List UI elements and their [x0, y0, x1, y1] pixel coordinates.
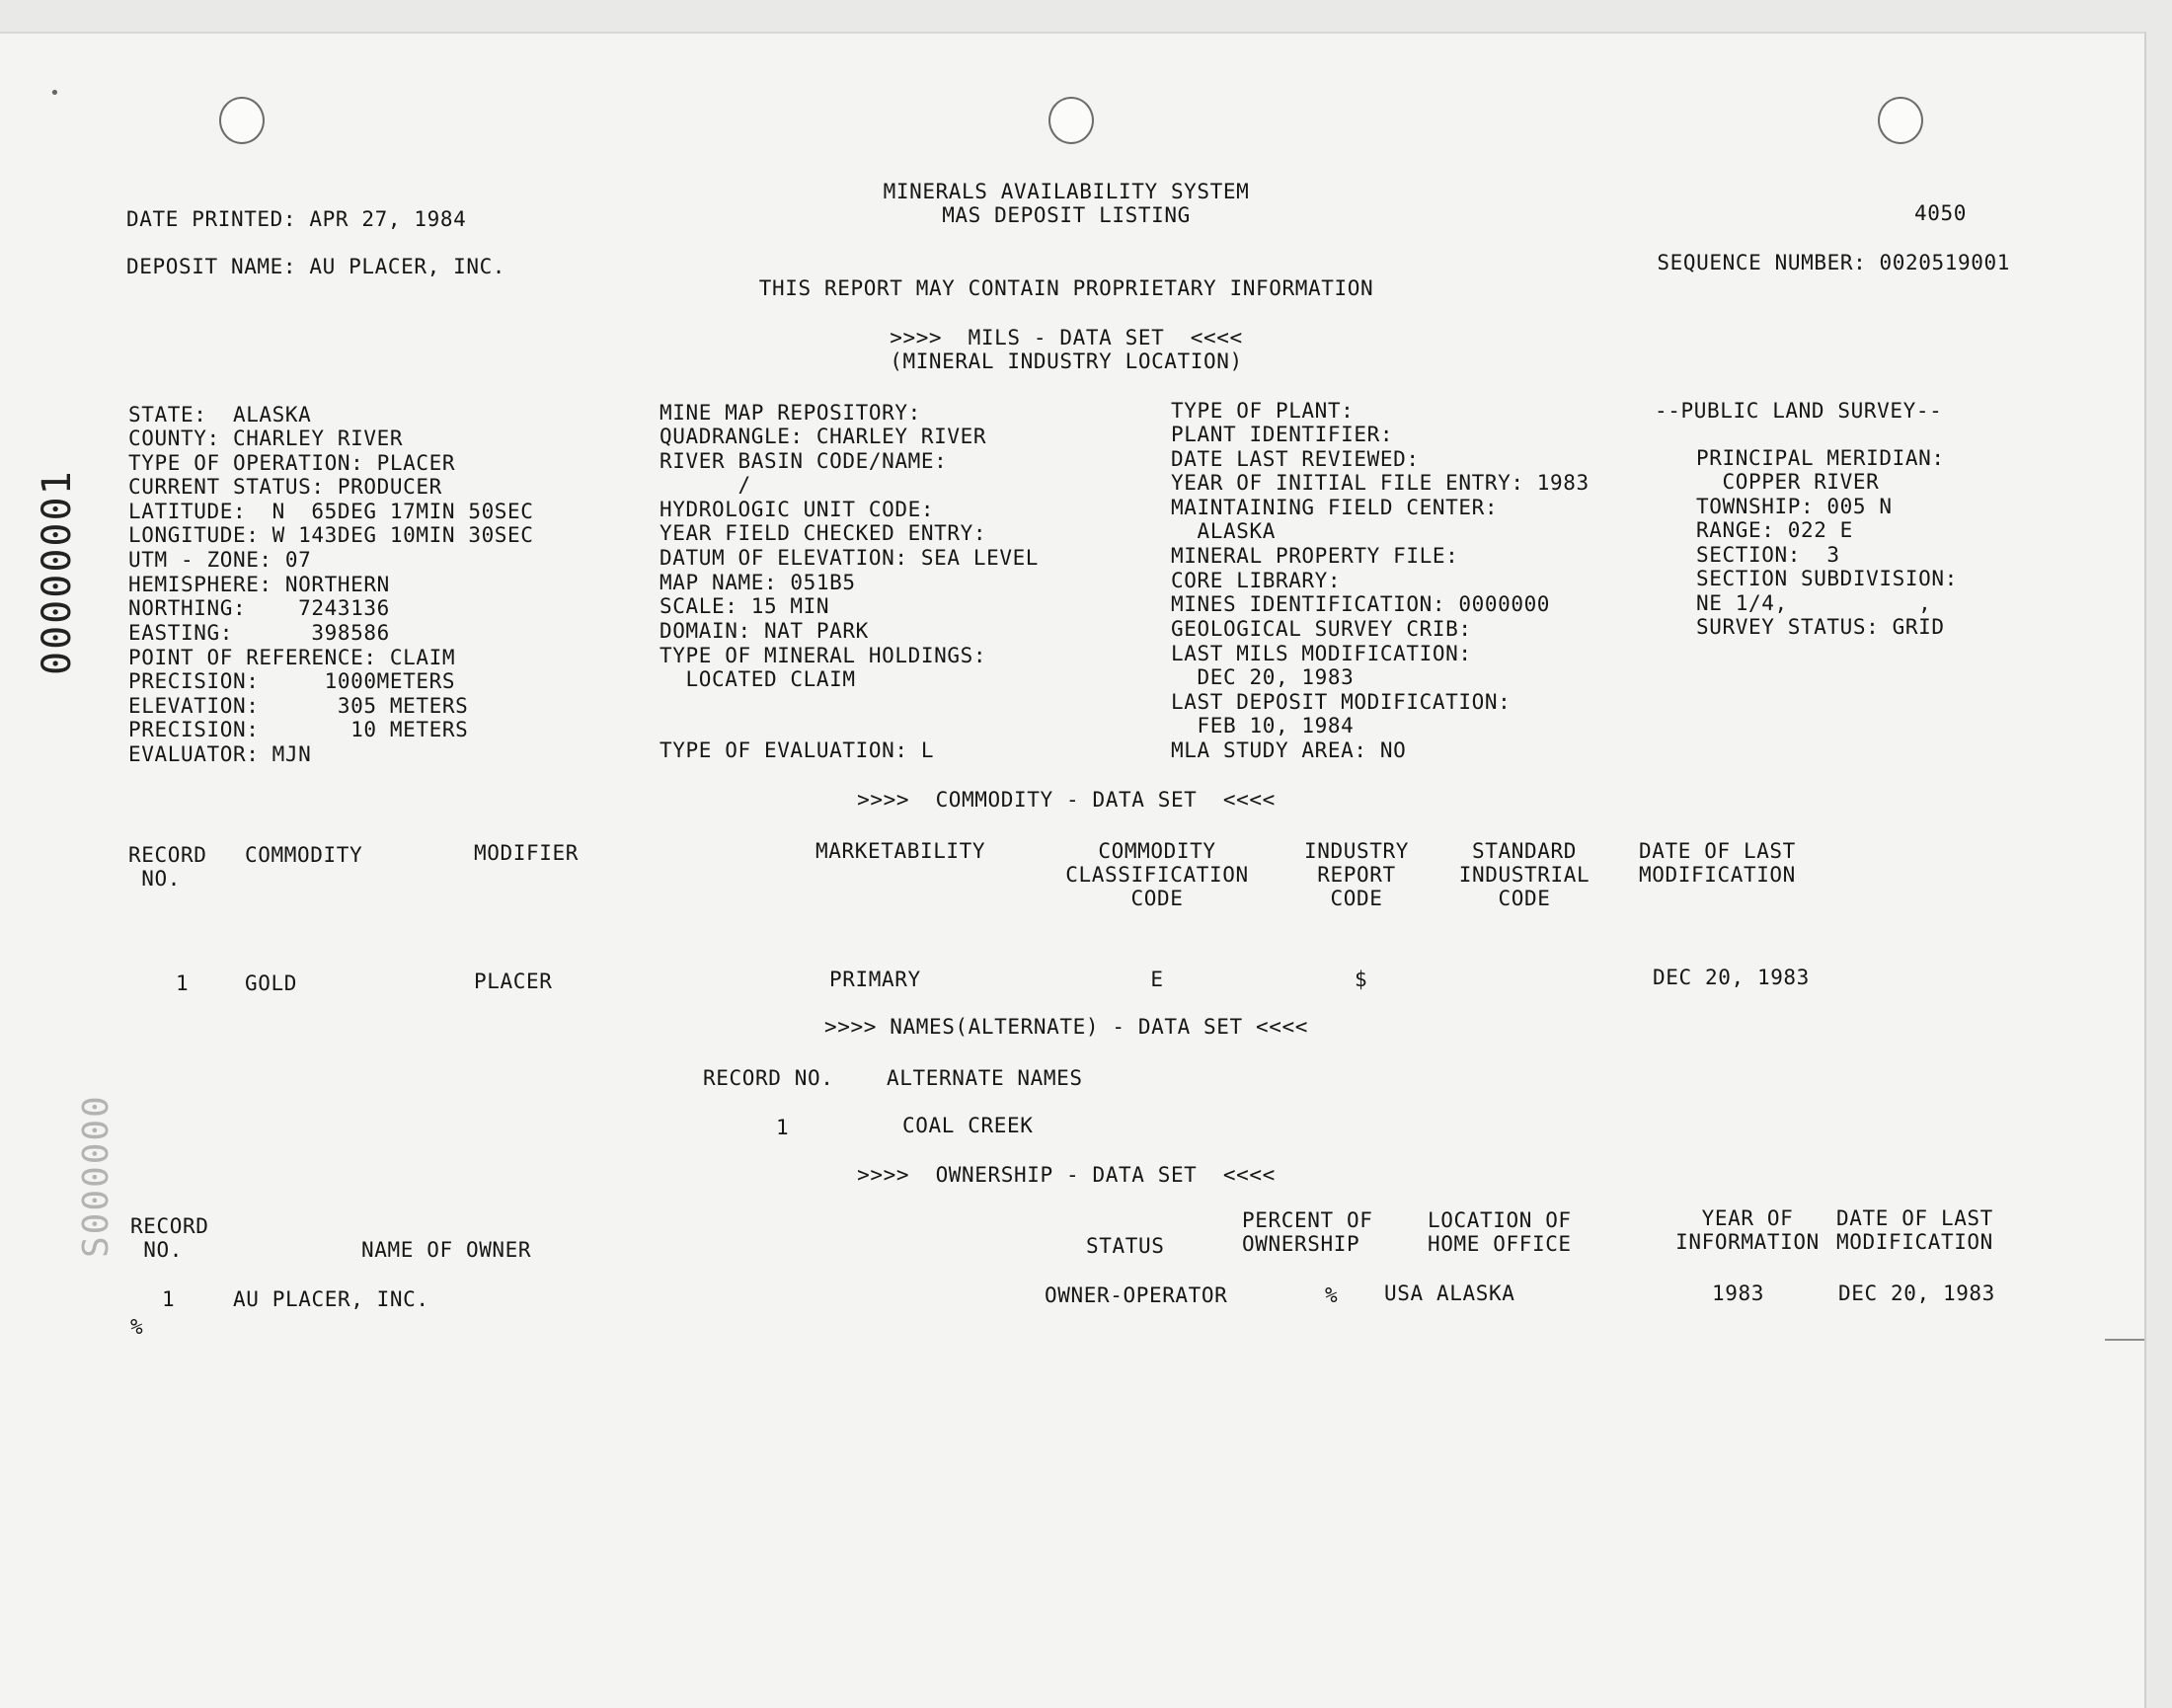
mils-field: LAST MILS MODIFICATION:	[1171, 642, 1472, 665]
col-year: YEAR OF INFORMATION	[1675, 1206, 1820, 1254]
commodity-heading: >>>> COMMODITY - DATA SET <<<<	[857, 788, 1276, 812]
mils-field: UTM - ZONE: 07	[128, 548, 312, 572]
col-modifier: MODIFIER	[474, 841, 579, 865]
mils-field: QUADRANGLE: CHARLEY RIVER	[659, 425, 987, 448]
col-owner-name: NAME OF OWNER	[361, 1238, 532, 1262]
mils-field: RIVER BASIN CODE/NAME:	[659, 449, 948, 473]
mils-field: HYDROLOGIC UNIT CODE:	[659, 498, 935, 521]
mils-field: YEAR OF INITIAL FILE ENTRY: 1983	[1171, 471, 1590, 495]
cell-percent: %	[1325, 1283, 1339, 1307]
printout-page	[0, 32, 2146, 1708]
mils-field: LONGITUDE: W 143DEG 10MIN 30SEC	[128, 523, 534, 547]
mils-subheading: (MINERAL INDUSTRY LOCATION)	[890, 349, 1243, 373]
land-survey-heading: --PUBLIC LAND SURVEY--	[1655, 399, 1943, 423]
mils-field: LATITUDE: N 65DEG 17MIN 50SEC	[128, 500, 534, 523]
report-trailer: %	[130, 1315, 144, 1339]
mils-field: /	[659, 473, 751, 497]
mils-field: MAP NAME: 051B5	[659, 571, 856, 594]
mils-field: TOWNSHIP: 005 N	[1696, 495, 1893, 518]
col-own-date-last-mod: DATE OF LAST MODIFICATION	[1836, 1206, 1993, 1254]
mils-field: DATE LAST REVIEWED:	[1171, 447, 1420, 471]
mils-field: RANGE: 022 E	[1696, 518, 1853, 542]
mils-field: DEC 20, 1983	[1171, 665, 1355, 689]
cell-modifier: PLACER	[474, 970, 553, 993]
scan-speck-mark: •	[49, 83, 60, 104]
mils-field: COPPER RIVER	[1696, 470, 1880, 494]
deposit-name: DEPOSIT NAME: AU PLACER, INC.	[126, 255, 506, 278]
col-status: STATUS	[1086, 1234, 1165, 1258]
binder-hole-right	[1878, 97, 1923, 144]
col-date-last-mod: DATE OF LAST MODIFICATION	[1639, 839, 1796, 887]
side-stamp-number: 00000001	[35, 469, 80, 675]
mils-field: TYPE OF PLANT:	[1171, 399, 1355, 423]
mils-field: CORE LIBRARY:	[1171, 569, 1342, 592]
col-marketability: MARKETABILITY	[815, 839, 986, 863]
mils-field: MINES IDENTIFICATION: 0000000	[1171, 592, 1551, 616]
col-standard-industrial: STANDARD INDUSTRIAL CODE	[1458, 839, 1590, 910]
col-own-record-no: RECORD NO.	[130, 1214, 209, 1262]
mils-field: SECTION SUBDIVISION:	[1696, 567, 1958, 590]
mils-field: NORTHING: 7243136	[128, 596, 390, 620]
mils-field: YEAR FIELD CHECKED ENTRY:	[659, 521, 987, 545]
mils-field: ALASKA	[1171, 519, 1276, 543]
date-printed: DATE PRINTED: APR 27, 1984	[126, 207, 467, 231]
mils-field: HEMISPHERE: NORTHERN	[128, 573, 390, 596]
cell-alternate-name: COAL CREEK	[902, 1114, 1034, 1137]
mils-field: MAINTAINING FIELD CENTER:	[1171, 496, 1499, 519]
col-names-record-no: RECORD NO.	[703, 1066, 834, 1090]
system-title: MINERALS AVAILABILITY SYSTEM	[883, 180, 1250, 203]
mils-field: EVALUATOR: MJN	[128, 742, 312, 766]
col-record-no: RECORD NO.	[128, 843, 207, 891]
col-location: LOCATION OF HOME OFFICE	[1428, 1208, 1572, 1256]
cell-own-date-last-mod: DEC 20, 1983	[1838, 1281, 1995, 1305]
names-heading: >>>> NAMES(ALTERNATE) - DATA SET <<<<	[824, 1015, 1308, 1039]
cell-owner-name: AU PLACER, INC.	[233, 1287, 429, 1311]
mils-field: COUNTY: CHARLEY RIVER	[128, 427, 404, 450]
mils-field: LOCATED CLAIM	[659, 667, 856, 691]
col-alternate-names: ALTERNATE NAMES	[887, 1066, 1083, 1090]
mils-field: DOMAIN: NAT PARK	[659, 619, 869, 643]
listing-title: MAS DEPOSIT LISTING	[942, 203, 1191, 227]
mils-field: DATUM OF ELEVATION: SEA LEVEL	[659, 546, 1040, 570]
cell-own-record-no: 1	[162, 1287, 176, 1311]
mils-field: PLANT IDENTIFIER:	[1171, 423, 1394, 446]
cell-date-last-mod: DEC 20, 1983	[1653, 966, 1810, 989]
mils-field: PRINCIPAL MERIDIAN:	[1696, 446, 1945, 470]
col-industry-report: INDUSTRY REPORT CODE	[1304, 839, 1409, 910]
mils-field: NE 1/4, ,	[1696, 591, 1932, 615]
cell-status: OWNER-OPERATOR	[1045, 1283, 1228, 1307]
edge-rule	[2105, 1339, 2144, 1341]
ownership-heading: >>>> OWNERSHIP - DATA SET <<<<	[857, 1163, 1276, 1187]
mils-field: CURRENT STATUS: PRODUCER	[128, 475, 442, 499]
col-percent: PERCENT OF OWNERSHIP	[1242, 1208, 1373, 1256]
col-classification: COMMODITY CLASSIFICATION CODE	[1065, 839, 1249, 910]
col-commodity: COMMODITY	[245, 843, 363, 867]
mils-field: SURVEY STATUS: GRID	[1696, 615, 1945, 639]
mils-field: SCALE: 15 MIN	[659, 594, 830, 618]
mils-field: MINE MAP REPOSITORY:	[659, 401, 921, 425]
cell-year: 1983	[1712, 1281, 1764, 1305]
mils-field: LAST DEPOSIT MODIFICATION:	[1171, 690, 1512, 714]
mils-field: EASTING: 398586	[128, 621, 390, 645]
mils-field: PRECISION: 1000METERS	[128, 669, 456, 693]
mils-field: STATE: ALASKA	[128, 403, 312, 427]
cell-record-no: 1	[176, 971, 190, 995]
cell-names-record-no: 1	[776, 1116, 790, 1139]
mils-field: TYPE OF OPERATION: PLACER	[128, 451, 456, 475]
cell-industry-report: $	[1355, 968, 1368, 991]
mils-field: FEB 10, 1984	[1171, 714, 1355, 738]
page-number: 4050	[1914, 201, 1967, 225]
cell-commodity: GOLD	[245, 971, 297, 995]
side-stamp-faint: S000000	[76, 1094, 116, 1258]
cell-marketability: PRIMARY	[829, 968, 921, 991]
mils-field: TYPE OF MINERAL HOLDINGS:	[659, 644, 987, 667]
mils-field: SECTION: 3	[1696, 543, 1840, 567]
mils-heading: >>>> MILS - DATA SET <<<<	[890, 326, 1243, 349]
mils-field: POINT OF REFERENCE: CLAIM	[128, 646, 456, 669]
cell-classification: E	[1150, 968, 1164, 991]
mils-field: ELEVATION: 305 METERS	[128, 694, 469, 718]
mils-field: PRECISION: 10 METERS	[128, 718, 469, 741]
mils-field: MLA STUDY AREA: NO	[1171, 738, 1407, 762]
binder-hole-center	[1048, 97, 1094, 144]
cell-location: USA ALASKA	[1384, 1281, 1515, 1305]
mils-field: TYPE OF EVALUATION: L	[659, 738, 935, 762]
mils-field: GEOLOGICAL SURVEY CRIB:	[1171, 617, 1472, 641]
sequence-number: SEQUENCE NUMBER: 0020519001	[1657, 251, 2010, 274]
binder-hole-left	[219, 97, 265, 144]
proprietary-notice: THIS REPORT MAY CONTAIN PROPRIETARY INFORMATION	[758, 276, 1374, 300]
mils-field: MINERAL PROPERTY FILE:	[1171, 544, 1459, 568]
